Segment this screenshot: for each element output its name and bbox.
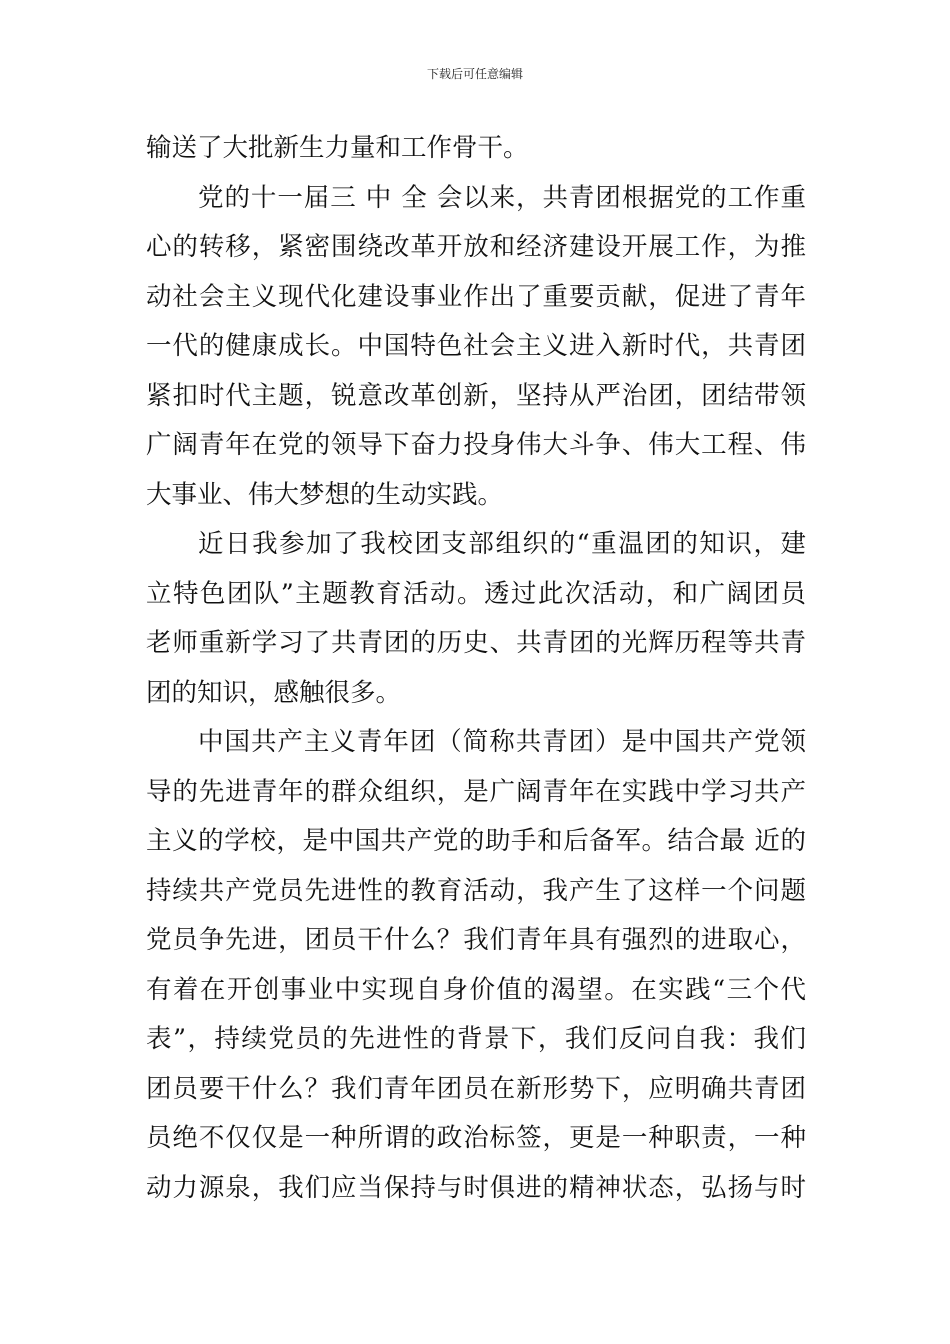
text-line: 一代的健康成长。中国特色社会主义进入新时代，共青团	[146, 331, 806, 361]
text-line: 近日我参加了我校团支部组织的“重温团的知识，建	[198, 529, 806, 559]
text-line: 导的先进青年的群众组织，是广阔青年在实践中学习共产	[146, 776, 806, 807]
text-line: 广阔青年在党的领导下奋力投身伟大斗争、伟大工程、伟	[146, 430, 806, 460]
text-line: 党员争先进，团员干什么？我们青年具有强烈的进取心，	[146, 925, 806, 955]
text-line: 党的十一届三 中 全 会以来，共青团根据党的工作重	[198, 182, 806, 213]
text-line: 持续共产党员先进性的教育活动，我产生了这样一个问题	[146, 875, 806, 906]
text-line: 团的知识，感触很多。	[146, 677, 402, 708]
text-line: 心的转移，紧密围绕改革开放和经济建设开展工作，为推	[146, 232, 806, 262]
text-line: 中国共产主义青年团（简称共青团）是中国共产党领	[198, 727, 806, 757]
text-line: 员绝不仅仅是一种所谓的政治标签，更是一种职责，一种	[146, 1123, 806, 1153]
text-line: 主义的学校，是中国共产党的助手和后备军。结合最 近的	[146, 826, 806, 856]
text-line: 大事业、伟大梦想的生动实践。	[146, 479, 504, 510]
document-body	[146, 124, 806, 1213]
text-line: 老师重新学习了共青团的历史、共青团的光辉历程等共青	[146, 628, 806, 658]
text-line: 团员要干什么？我们青年团员在新形势下，应明确共青团	[146, 1073, 806, 1104]
text-line: 输送了大批新生力量和工作骨干。	[146, 133, 529, 163]
page-header: 下载后可任意编辑	[426, 67, 523, 81]
text-line: 动力源泉，我们应当保持与时俱进的精神状态，弘扬与时	[146, 1172, 806, 1203]
text-line: 有着在开创事业中实现自身价值的渴望。在实践“三个代	[146, 974, 806, 1005]
text-line: 表”，持续党员的先进性的背景下，我们反问自我：我们	[146, 1024, 806, 1054]
text-line: 立特色团队”主题教育活动。透过此次活动，和广阔团员	[146, 578, 806, 609]
text-line: 紧扣时代主题，锐意改革创新，坚持从严治团，团结带领	[146, 380, 806, 411]
text-line: 动社会主义现代化建设事业作出了重要贡献，促进了青年	[146, 281, 806, 312]
